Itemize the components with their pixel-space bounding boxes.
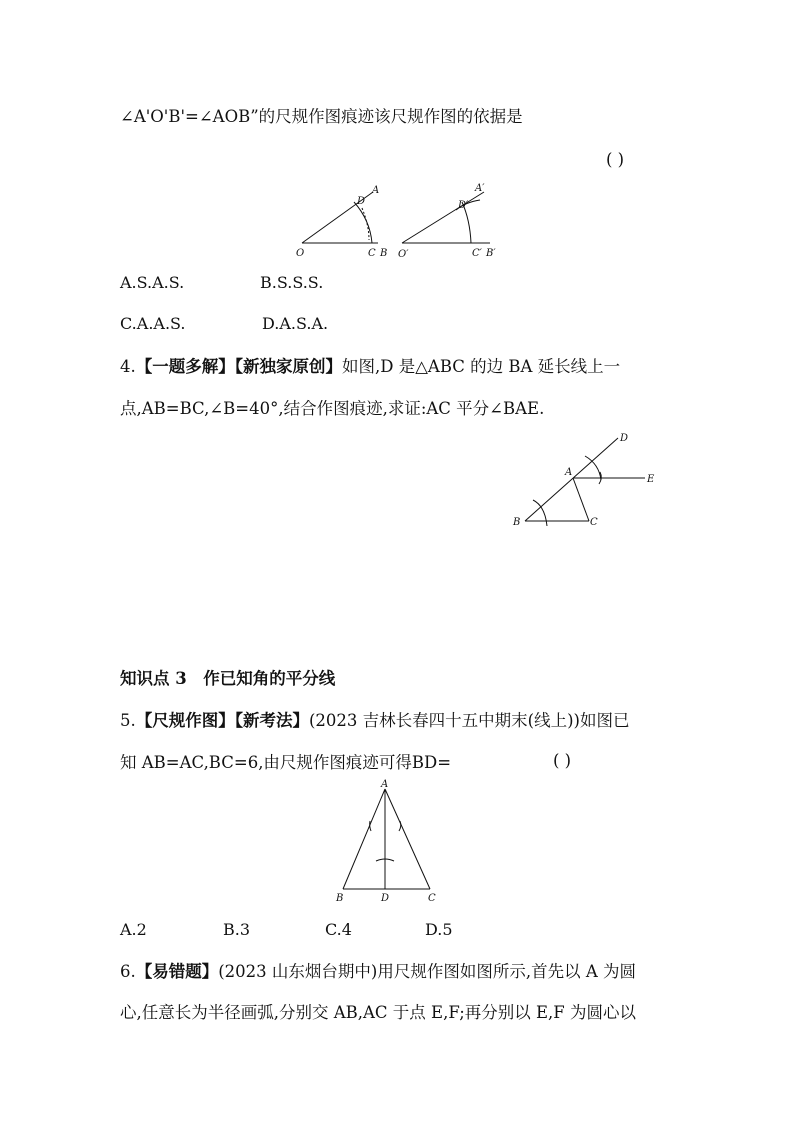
q6-text-line2: 心,任意长为半径画弧,分别交 AB,AC 于点 E,F;再分别以 E,F 为圆心以 (120, 1003, 636, 1022)
q6-number: 6. (120, 962, 136, 981)
q5-answer-paren: ( ) (553, 751, 572, 770)
q3-label-A-prime: A′ (475, 183, 485, 194)
q4-number: 4. (120, 357, 136, 376)
q3-option-b: B.S.S.S. (260, 273, 324, 292)
q3-figure (290, 180, 510, 260)
q3-label-C: C (368, 248, 376, 259)
q4-label-E: E (647, 474, 655, 485)
q3-answer-paren: ( ) (606, 150, 625, 169)
q6-tags: 【易错题】 (135, 962, 219, 981)
q4-tags: 【一题多解】【新独家原创】 (135, 357, 342, 376)
q4-text-line1 (120, 355, 620, 379)
q6-text-rest: (2023 山东烟台期中)用尺规作图如图所示,首先以 A 为圆 (218, 962, 637, 981)
q3-option-a: A.S.A.S. (120, 273, 185, 292)
q3-text-line1: ∠A'O'B'=∠AOB”的尺规作图痕迹该尺规作图的依据是 (120, 107, 523, 126)
q5-text-line1 (120, 709, 630, 733)
q3-label-B-prime: B′ (486, 248, 496, 259)
q5-text-line2: 知 AB=AC,BC=6,由尺规作图痕迹可得BD= (120, 753, 452, 772)
q3-label-A: A (372, 185, 380, 196)
q3-label-D-prime: D′ (458, 200, 469, 211)
section-heading: 知识点 3 作已知角的平分线 (120, 669, 336, 688)
q5-option-d: D.5 (425, 920, 453, 939)
q4-label-D: D (620, 433, 629, 444)
q4-figure (505, 430, 675, 540)
q4-text-rest: 如图,D 是△ABC 的边 BA 延长线上一 (342, 357, 621, 376)
q5-text-rest: (2023 吉林长春四十五中期末(线上))如图已 (309, 711, 630, 730)
q5-option-c: C.4 (325, 920, 352, 939)
q3-label-O: O (296, 248, 305, 259)
q5-label-A: A (381, 779, 389, 790)
q4-label-A: A (565, 467, 573, 478)
q5-option-b: B.3 (223, 920, 251, 939)
q3-label-C-prime: C′ (472, 248, 482, 259)
q5-label-D: D (381, 893, 390, 904)
q3-label-O-prime: O′ (398, 249, 409, 260)
q6-text-line1 (120, 960, 636, 984)
q5-figure (332, 779, 442, 908)
q4-text-line2: 点,AB=BC,∠B=40°,结合作图痕迹,求证:AC 平分∠BAE. (120, 399, 545, 418)
q4-label-C: C (590, 517, 598, 528)
q5-option-a: A.2 (120, 920, 147, 939)
q5-tags: 【尺规作图】【新考法】 (135, 711, 309, 730)
q5-number: 5. (120, 711, 136, 730)
q4-label-B: B (513, 517, 521, 528)
q5-label-C: C (428, 893, 436, 904)
q3-label-D: D (357, 196, 366, 207)
q3-option-c: C.A.A.S. (120, 314, 186, 333)
q5-label-B: B (336, 893, 344, 904)
q3-label-B: B (380, 248, 388, 259)
q3-option-d: D.A.S.A. (262, 314, 329, 333)
